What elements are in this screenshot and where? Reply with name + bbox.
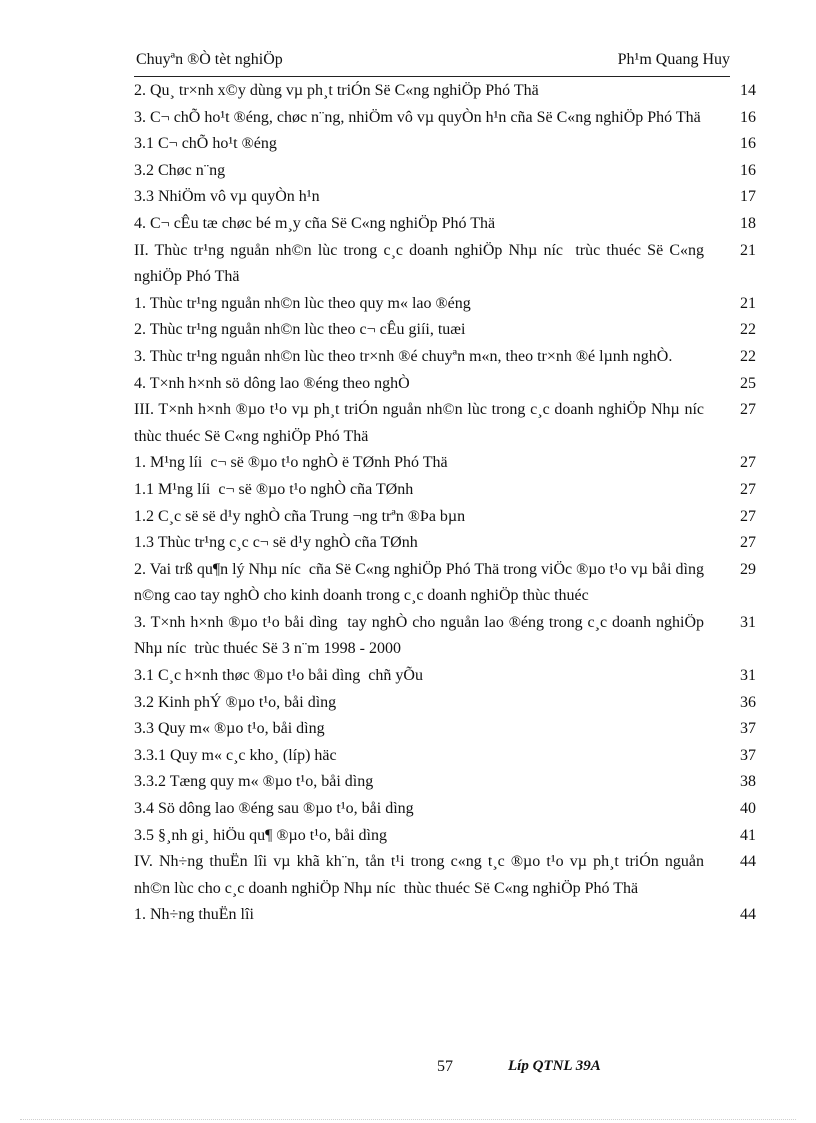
footer-page-number: 57 xyxy=(437,1058,453,1075)
toc-entry-title: 3.3.2 Tæng quy m« ®µo t¹o, båi dìng xyxy=(134,773,374,791)
toc-entry xyxy=(134,158,758,185)
toc-entry-title: 2. Qu¸ tr×nh x©y dùng vµ ph¸t triÓn Së C«ng nghiÖp Phó Thä xyxy=(134,82,539,99)
toc-entry-page: 29 xyxy=(740,560,756,578)
toc-entry xyxy=(134,610,758,663)
toc-entry-page: 18 xyxy=(740,214,756,232)
toc-entry-page: 44 xyxy=(740,906,756,924)
toc-entry-title: 3. T×nh h×nh ®µo t¹o båi dìng tay nghÒ cho nguån lao ®éng trong c¸c doanh nghiÖp Nhµ níc trùc thuéc Së 3 n¨m 1998 - 2000 xyxy=(134,613,708,658)
toc-entry-title: 4. T×nh h×nh sö dông lao ®éng theo nghÒ xyxy=(134,374,410,392)
toc-entry xyxy=(134,902,758,929)
toc-entry-page: 36 xyxy=(740,693,756,711)
toc-entry xyxy=(134,238,758,291)
toc-entry-page: 38 xyxy=(740,773,756,791)
toc-entry-page: 27 xyxy=(740,454,756,472)
toc-entry xyxy=(134,397,758,450)
toc-entry xyxy=(134,477,758,504)
toc-entry-title: 3. C¬ chÕ ho¹t ®éng, chøc n¨ng, nhiÖm vô vµ quyÒn h¹n cña Së C«ng nghiÖp Phó Thä xyxy=(134,108,701,126)
footer-class-label: Líp QTNL 39A xyxy=(508,1058,601,1074)
toc-entry xyxy=(134,690,758,717)
toc-entry-title: III. T×nh h×nh ®µo t¹o vµ ph¸t triÓn nguån nh©n lùc trong c¸c doanh nghiÖp Nhµ níc thùc thuéc Së C«ng nghiÖp Phó Thä xyxy=(134,401,712,445)
toc-entry-page: 27 xyxy=(740,534,756,552)
toc-entry-title: 3.5 §¸nh gi¸ hiÖu qu¶ ®µo t¹o, båi dìng xyxy=(134,826,387,844)
toc-entry xyxy=(134,796,758,823)
toc-entry xyxy=(134,317,758,344)
toc-entry-title: 2. Vai trß qu¶n lý Nhµ níc cña Së C«ng nghiÖp Phó Thä trong viÖc ®µo t¹o vµ båi dìng n©ng cao tay nghÒ cho kinh doanh trong c¸c doanh nghiÖp thùc thuéc xyxy=(134,560,712,605)
toc-entry xyxy=(134,184,758,211)
toc-entry-title: 1.3 Thùc tr¹ng c¸c c¬ së d¹y nghÒ cña TØnh xyxy=(134,534,418,552)
toc-entry-title: 1. Thùc tr¹ng nguån nh©n lùc theo quy m« lao ®éng xyxy=(134,294,471,312)
toc-entry-page: 31 xyxy=(740,613,756,631)
toc-entry xyxy=(134,78,758,105)
header-topic: Chuyªn ®Ò tèt nghiÖp xyxy=(136,51,283,68)
toc-entry-title: 1.2 C¸c së së d¹y nghÒ cña Trung ¬ng trªn ®Þa bµn xyxy=(134,507,466,525)
toc-entry xyxy=(134,450,758,477)
toc-entry-page: 25 xyxy=(740,374,756,392)
toc-entry xyxy=(134,530,758,557)
toc-entry-title: II. Thùc tr¹ng nguån nh©n lùc trong c¸c doanh nghiÖp Nhµ níc trùc thuéc Së C«ng nghiÖp Phó Thä xyxy=(134,241,708,286)
toc-entry-title: 2. Thùc tr¹ng nguån nh©n lùc theo c¬ cÊu giíi, tuæi xyxy=(134,321,466,339)
page-footer xyxy=(134,1056,730,1082)
toc-entry-page: 14 xyxy=(740,82,756,99)
toc-entry xyxy=(134,823,758,850)
toc-entry-title: 3.3 Quy m« ®µo t¹o, båi dìng xyxy=(134,720,325,738)
toc-entry-page: 22 xyxy=(740,321,756,339)
toc-entry xyxy=(134,504,758,531)
toc-entry xyxy=(134,849,758,902)
toc-entry xyxy=(134,291,758,318)
toc-entry-page: 37 xyxy=(740,720,756,738)
toc-entry-page: 27 xyxy=(740,401,756,419)
toc-entry-page: 41 xyxy=(740,826,756,844)
toc-entry-page: 44 xyxy=(740,853,756,871)
toc-entry xyxy=(134,344,758,371)
toc-entry-title: IV. Nh÷ng thuËn lîi vµ khã kh¨n, tån t¹i trong c«ng t¸c ®µo t¹o vµ ph¸t triÓn nguån nh©n lùc cho c¸c doanh nghiÖp Nhµ níc thùc thuéc Së C«ng nghiÖp Phó Thä xyxy=(134,853,708,897)
header-author: Ph¹m Quang Huy xyxy=(617,51,730,68)
toc-entry-title: 3.3.1 Quy m« c¸c kho¸ (líp) häc xyxy=(134,746,337,764)
toc-entry-title: 3.3 NhiÖm vô vµ quyÒn h¹n xyxy=(134,188,320,206)
toc-entry xyxy=(134,743,758,770)
toc-entry xyxy=(134,769,758,796)
toc-entry xyxy=(134,211,758,238)
toc-entry xyxy=(134,105,758,132)
page-header xyxy=(134,48,730,77)
toc-entry-page: 16 xyxy=(740,161,756,179)
toc-entry-page: 37 xyxy=(740,746,756,764)
toc-entry-page: 16 xyxy=(740,108,756,126)
toc-entry-page: 31 xyxy=(740,667,756,685)
toc-entry-title: 1.1 M¹ng líi c¬ së ®µo t¹o nghÒ cña TØnh xyxy=(134,480,414,498)
toc-entry-title: 3.2 Chøc n¨ng xyxy=(134,161,226,179)
toc-entry-title: 3.4 Sö dông lao ®éng sau ®µo t¹o, båi dìng xyxy=(134,800,414,818)
toc-entry xyxy=(134,716,758,743)
toc-entry-title: 3.1 C¬ chÕ ho¹t ®éng xyxy=(134,135,277,153)
toc-entry-title: 1. Nh÷ng thuËn lîi xyxy=(134,906,254,924)
toc-entry-title: 3. Thùc tr¹ng nguån nh©n lùc theo tr×nh ®é chuyªn m«n, theo tr×nh ®é lµnh nghÒ. xyxy=(134,347,673,365)
toc-entry-title: 1. M¹ng líi c¬ së ®µo t¹o nghÒ ë TØnh Phó Thä xyxy=(134,454,448,472)
toc-entry-title: 3.1 C¸c h×nh thøc ®µo t¹o båi dìng chñ yÕu xyxy=(134,667,423,685)
toc-entry-page: 27 xyxy=(740,480,756,498)
toc-entry-page: 21 xyxy=(740,241,756,259)
page-edge-divider xyxy=(20,1119,796,1120)
toc-entry-title: 3.2 Kinh phÝ ®µo t¹o, båi dìng xyxy=(134,693,337,711)
toc-entry-page: 21 xyxy=(740,294,756,312)
toc-entry-title: 4. C¬ cÊu tæ chøc bé m¸y cña Së C«ng nghiÖp Phó Thä xyxy=(134,214,496,232)
toc-entry-page: 40 xyxy=(740,800,756,818)
toc-entry xyxy=(134,557,758,610)
toc-entry-page: 22 xyxy=(740,347,756,365)
toc-entry xyxy=(134,131,758,158)
toc-entry xyxy=(134,371,758,398)
toc-entry-page: 17 xyxy=(740,188,756,206)
toc-entry-page: 27 xyxy=(740,507,756,525)
toc-entry-page: 16 xyxy=(740,135,756,153)
toc-entry xyxy=(134,663,758,690)
table-of-contents xyxy=(134,78,758,929)
